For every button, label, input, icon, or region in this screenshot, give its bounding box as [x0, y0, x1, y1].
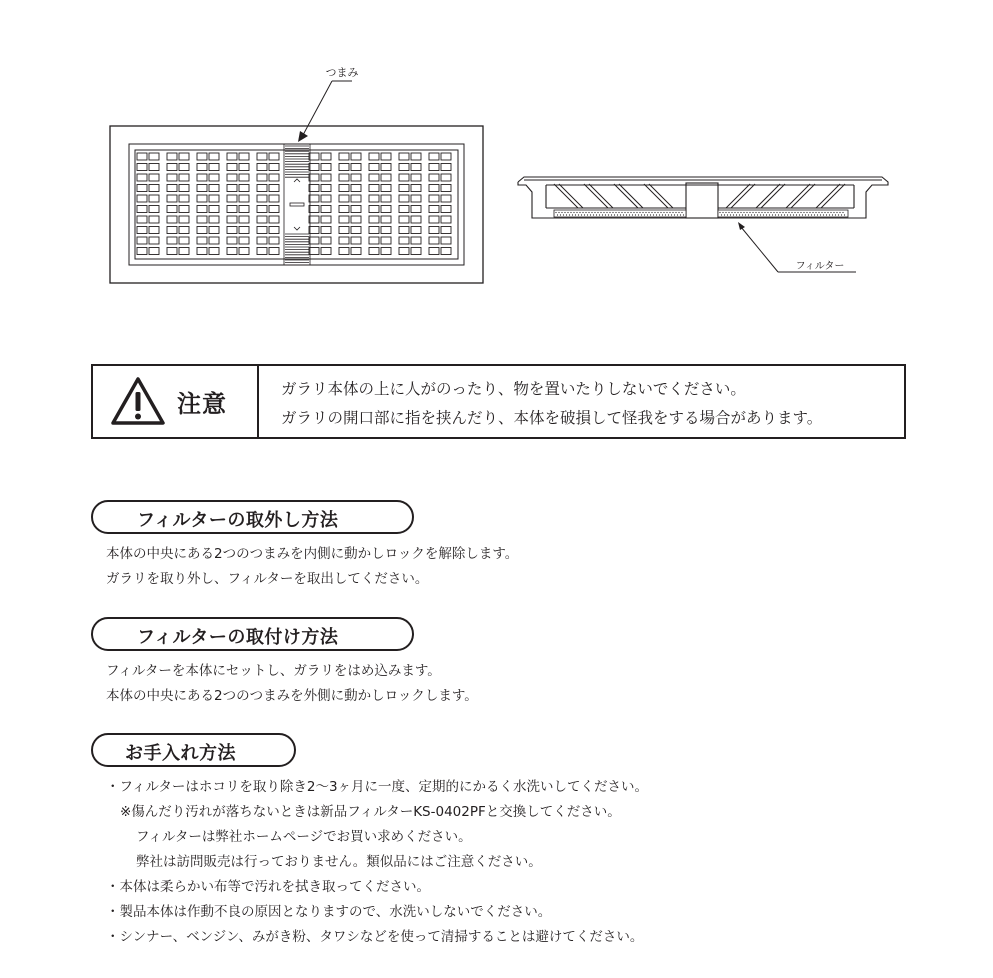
grille-section-view [510, 170, 900, 290]
caution-box [91, 364, 906, 439]
section-title: フィルターの取付け方法 [137, 627, 339, 648]
body-text-line: 弊社は訪問販売は行っておりません。類似品にはご注意ください。 [136, 854, 542, 870]
caution-text-line: ガラリの開口部に指を挟んだり、本体を破損して怪我をする場合があります。 [281, 409, 823, 427]
section-header-removal [91, 500, 414, 534]
grille-front-view [100, 60, 490, 290]
body-text-line: ※傷んだり汚れが落ちないときは新品フィルターKS-0402PFと交換してください。 [120, 804, 621, 820]
body-text-line: ・製品本体は作動不良の原因となりますので、水洗いしないでください。 [106, 904, 552, 920]
filter-label: フィルター [795, 261, 845, 272]
body-text-line: ・シンナー、ベンジン、みがき粉、タワシなどを使って清掃することは避けてください。 [106, 929, 644, 945]
caution-heading [93, 366, 259, 437]
body-text-line: フィルターは弊社ホームページでお買い求めください。 [136, 829, 472, 845]
section-header-maintenance [91, 733, 296, 767]
caution-text-line: ガラリ本体の上に人がのったり、物を置いたりしないでください。 [281, 380, 746, 398]
section-title: フィルターの取外し方法 [137, 510, 339, 531]
warning-icon [110, 376, 166, 426]
section-title: お手入れ方法 [125, 743, 236, 764]
body-text-line: 本体の中央にある2つのつまみを外側に動かしロックします。 [106, 688, 478, 704]
body-text-line: 本体の中央にある2つのつまみを内側に動かしロックを解除します。 [106, 546, 519, 562]
caution-title: 注意 [177, 390, 227, 418]
body-text-line: ガラリを取り外し、フィルターを取出してください。 [106, 571, 429, 587]
body-text-line: フィルターを本体にセットし、ガラリをはめ込みます。 [106, 663, 441, 679]
knob-label: つまみ [325, 66, 359, 79]
section-header-installation [91, 617, 414, 651]
body-text-line: ・フィルターはホコリを取り除き2～3ヶ月に一度、定期的にかるく水洗いしてください。 [106, 779, 649, 795]
body-text-line: ・本体は柔らかい布等で汚れを拭き取ってください。 [106, 879, 430, 895]
